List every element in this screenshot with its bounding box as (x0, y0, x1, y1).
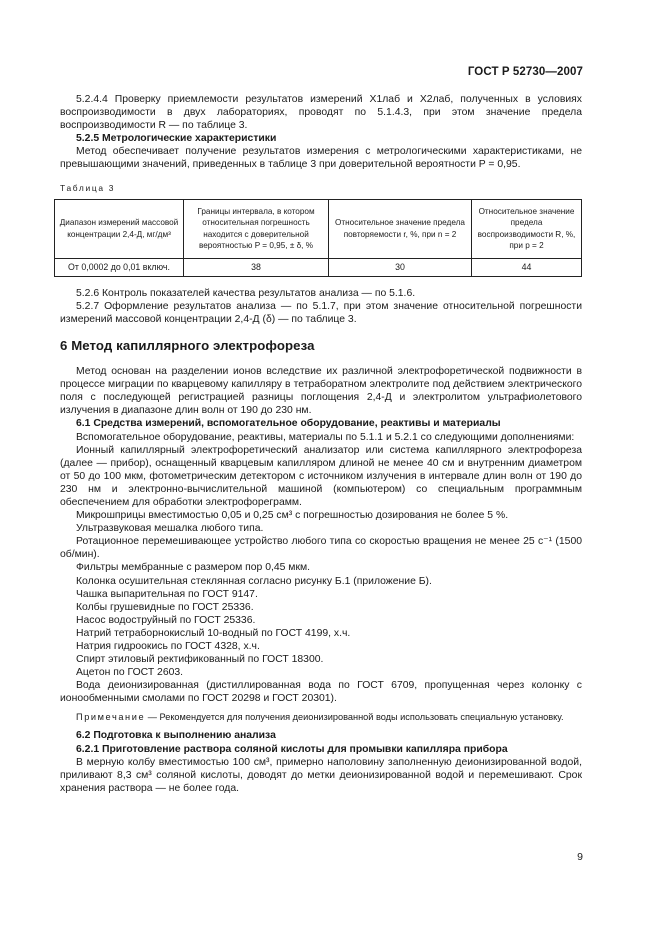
table-row (55, 258, 582, 276)
table-cell: 30 (329, 258, 472, 276)
heading-6-1: 6.1 Средства измерений, вспомогательное оборудование, реактивы и материалы (76, 418, 501, 430)
paragraph-5-2-4-4: 5.2.4.4 Проверку приемлемости результатов измерений X1лаб и X2лаб, полученных в условиях воспроизводимости в двух лабораториях, проводят по 5.1.4.3, при этом значение предела воспроизводимости R — по таблице 3. (60, 94, 582, 132)
list-item: Натрия гидроокись по ГОСТ 4328, х.ч. (76, 641, 260, 652)
heading-5-2-5: 5.2.5 Метрологические характеристики (76, 133, 277, 145)
table-header-cell: Границы интервала, в котором относительная погрешность находится с доверительной вероятностью P = 0,95, ± δ, % (184, 199, 329, 258)
paragraph-6-2-1: В мерную колбу вместимостью 100 см³, примерно наполовину заполненную деионизированной водой, приливают 8,3 см³ соляной кислоты, доводят до метки деионизированной водой и перемешивают. Срок хранения раствора — не более года. (60, 756, 582, 794)
table-header-cell: Относительное значение предела воспроизводимости R, %, при p = 2 (472, 199, 582, 258)
table-header-cell: Относительное значение предела повторяемости r, %, при n = 2 (329, 199, 472, 258)
heading-6-2: 6.2 Подготовка к выполнению анализа (76, 730, 276, 742)
paragraph-water: Вода деионизированная (дистиллированная вода по ГОСТ 6709, пропущенная через колонку с ионообменными смолами по ГОСТ 20298 и ГОСТ 20301). (60, 680, 582, 705)
table-cell: 38 (184, 258, 329, 276)
list-item: Ацетон по ГОСТ 2603. (76, 667, 184, 679)
paragraph-5-2-6: 5.2.6 Контроль показателей качества результатов анализа — по 5.1.6. (76, 287, 416, 299)
list-item: Спирт этиловый ректификованный по ГОСТ 18300. (76, 654, 324, 666)
note-label: Примечание (76, 712, 146, 723)
document-code: ГОСТ Р 52730—2007 (467, 66, 583, 78)
list-item: Колбы грушевидные по ГОСТ 25336. (76, 601, 254, 613)
list-item: Колонка осушительная стеклянная согласно рисунку Б.1 (приложение Б). (76, 575, 432, 587)
list-item: Натрий тетраборнокислый 10-водный по ГОСТ 4199, х.ч. (76, 627, 351, 639)
note (60, 711, 582, 723)
list-item: Насос водоструйный по ГОСТ 25336. (76, 614, 256, 626)
paragraph-5-2-7: 5.2.7 Оформление результатов анализа — по 5.1.7, при этом значение относительной погрешности измерений массовой концентрации 2,4-Д (δ) — по таблице 3. (60, 300, 582, 325)
paragraph-6-intro: Метод основан на разделении ионов вследствие их различной электрофоретической подвижности в процессе миграции по кварцевому капилляру в тетраборатном электролите под действием электрического поля с последующей регистрацией разницы поглощения 2,4-Д и электролитом ультрафиолетового излучения в диапазоне длин волн от 190 до 230 нм. (60, 366, 582, 417)
note-text: — Рекомендуется для получения деионизированной воды использовать специальную установку. (145, 712, 564, 723)
table-cell: 44 (472, 258, 582, 276)
page-number: 9 (577, 851, 583, 863)
paragraph-6-1-b: Ионный капиллярный электрофоретический анализатор или система капиллярного электрофореза (далее — прибор), оснащенный кварцевым капилляром длиной не менее 40 см и внутренним диаметром от 50 до 100 мкм, фотометрическим детектором с источником излучения в интервале длин волн от 190 до 230 нм и электронно-вычислительной машиной (компьютером) со специальным программным обеспечением для обработки электрофореграмм. (60, 444, 582, 508)
paragraph-5-2-5: Метод обеспечивает получение результатов измерения с метрологическими характеристиками, не превышающими значений, приведенных в таблице 3 при доверительной вероятности P = 0,95. (60, 146, 582, 171)
table-cell: От 0,0002 до 0,01 включ. (55, 258, 184, 276)
paragraph-6-1-c: Микрошприцы вместимостью 0,05 и 0,25 см³ с погрешностью дозирования не более 5 %. (76, 510, 509, 522)
paragraph-6-1-d: Ультразвуковая мешалка любого типа. (76, 523, 264, 535)
paragraph-6-1-e: Ротационное перемешивающее устройство любого типа со скоростью вращения не менее 25 с⁻¹ (1500 об/мин). (60, 536, 582, 561)
table-header-cell: Диапазон измерений массовой концентрации 2,4-Д, мг/дм³ (55, 199, 184, 258)
heading-6-2-1: 6.2.1 Приготовление раствора соляной кислоты для промывки капилляра прибора (76, 743, 508, 755)
table-caption: Таблица 3 (60, 182, 116, 193)
list-item: Фильтры мембранные с размером пор 0,45 мкм. (76, 562, 311, 574)
page-body (60, 93, 582, 795)
paragraph-6-1-a: Вспомогательное оборудование, реактивы, материалы по 5.1.1 и 5.2.1 со следующими дополнениями: (76, 431, 575, 443)
table-3 (54, 199, 582, 277)
table-header-row (55, 199, 582, 258)
list-item: Чашка выпарительная по ГОСТ 9147. (76, 588, 258, 600)
section-6-title: 6 Метод капиллярного электрофореза (60, 337, 315, 353)
